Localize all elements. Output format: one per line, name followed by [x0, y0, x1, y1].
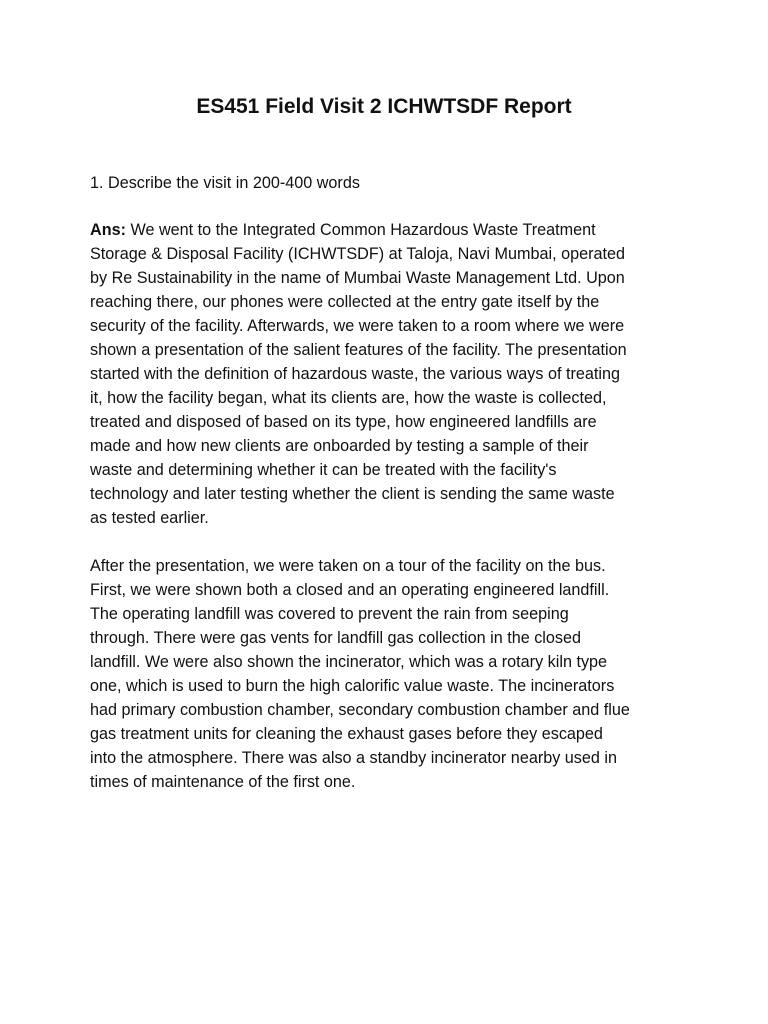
paragraph-line: First, we were shown both a closed and an operating engineered landfill. — [90, 581, 610, 599]
answer-line: shown a presentation of the salient features of the facility. The presentation — [90, 341, 627, 359]
paragraph-line: The operating landfill was covered to prevent the rain from seeping — [90, 605, 569, 623]
answer-line-1-text: We went to the Integrated Common Hazardous Waste Treatment — [125, 221, 596, 239]
paragraph-line: After the presentation, we were taken on a tour of the facility on the bus. — [90, 557, 606, 575]
paragraph-line: had primary combustion chamber, secondary combustion chamber and flue — [90, 701, 630, 719]
answer-line: it, how the facility began, what its clients are, how the waste is collected, — [90, 389, 607, 407]
answer-line: waste and determining whether it can be treated with the facility's — [90, 461, 557, 479]
paragraph-line: times of maintenance of the first one. — [90, 773, 356, 791]
answer-line: started with the definition of hazardous waste, the various ways of treating — [90, 365, 620, 383]
document-title: ES451 Field Visit 2 ICHWTSDF Report — [196, 95, 572, 118]
answer-line: made and how new clients are onboarded by testing a sample of their — [90, 437, 589, 455]
answer-label: Ans: — [90, 221, 126, 239]
answer-paragraph — [90, 218, 690, 530]
paragraph-line: into the atmosphere. There was also a standby incinerator nearby used in — [90, 749, 618, 767]
second-paragraph — [90, 554, 690, 794]
answer-line: reaching there, our phones were collected at the entry gate itself by the — [90, 293, 600, 311]
paragraph-line: through. There were gas vents for landfill gas collection in the closed — [90, 629, 581, 647]
paragraph-line: one, which is used to burn the high calorific value waste. The incinerators — [90, 677, 615, 695]
paragraph-line: gas treatment units for cleaning the exhaust gases before they escaped — [90, 725, 603, 743]
answer-line: Storage & Disposal Facility (ICHWTSDF) at Taloja, Navi Mumbai, operated — [90, 245, 625, 263]
paragraph-line: landfill. We were also shown the incinerator, which was a rotary kiln type — [90, 653, 608, 671]
answer-line: security of the facility. Afterwards, we were taken to a room where we were — [90, 317, 625, 335]
answer-line-1 — [90, 218, 690, 242]
question-text: 1. Describe the visit in 200-400 words — [90, 174, 360, 192]
answer-line: treated and disposed of based on its type, how engineered landfills are — [90, 413, 597, 431]
answer-line: by Re Sustainability in the name of Mumbai Waste Management Ltd. Upon — [90, 269, 625, 287]
answer-line: technology and later testing whether the client is sending the same waste — [90, 485, 615, 503]
answer-line: as tested earlier. — [90, 509, 209, 527]
